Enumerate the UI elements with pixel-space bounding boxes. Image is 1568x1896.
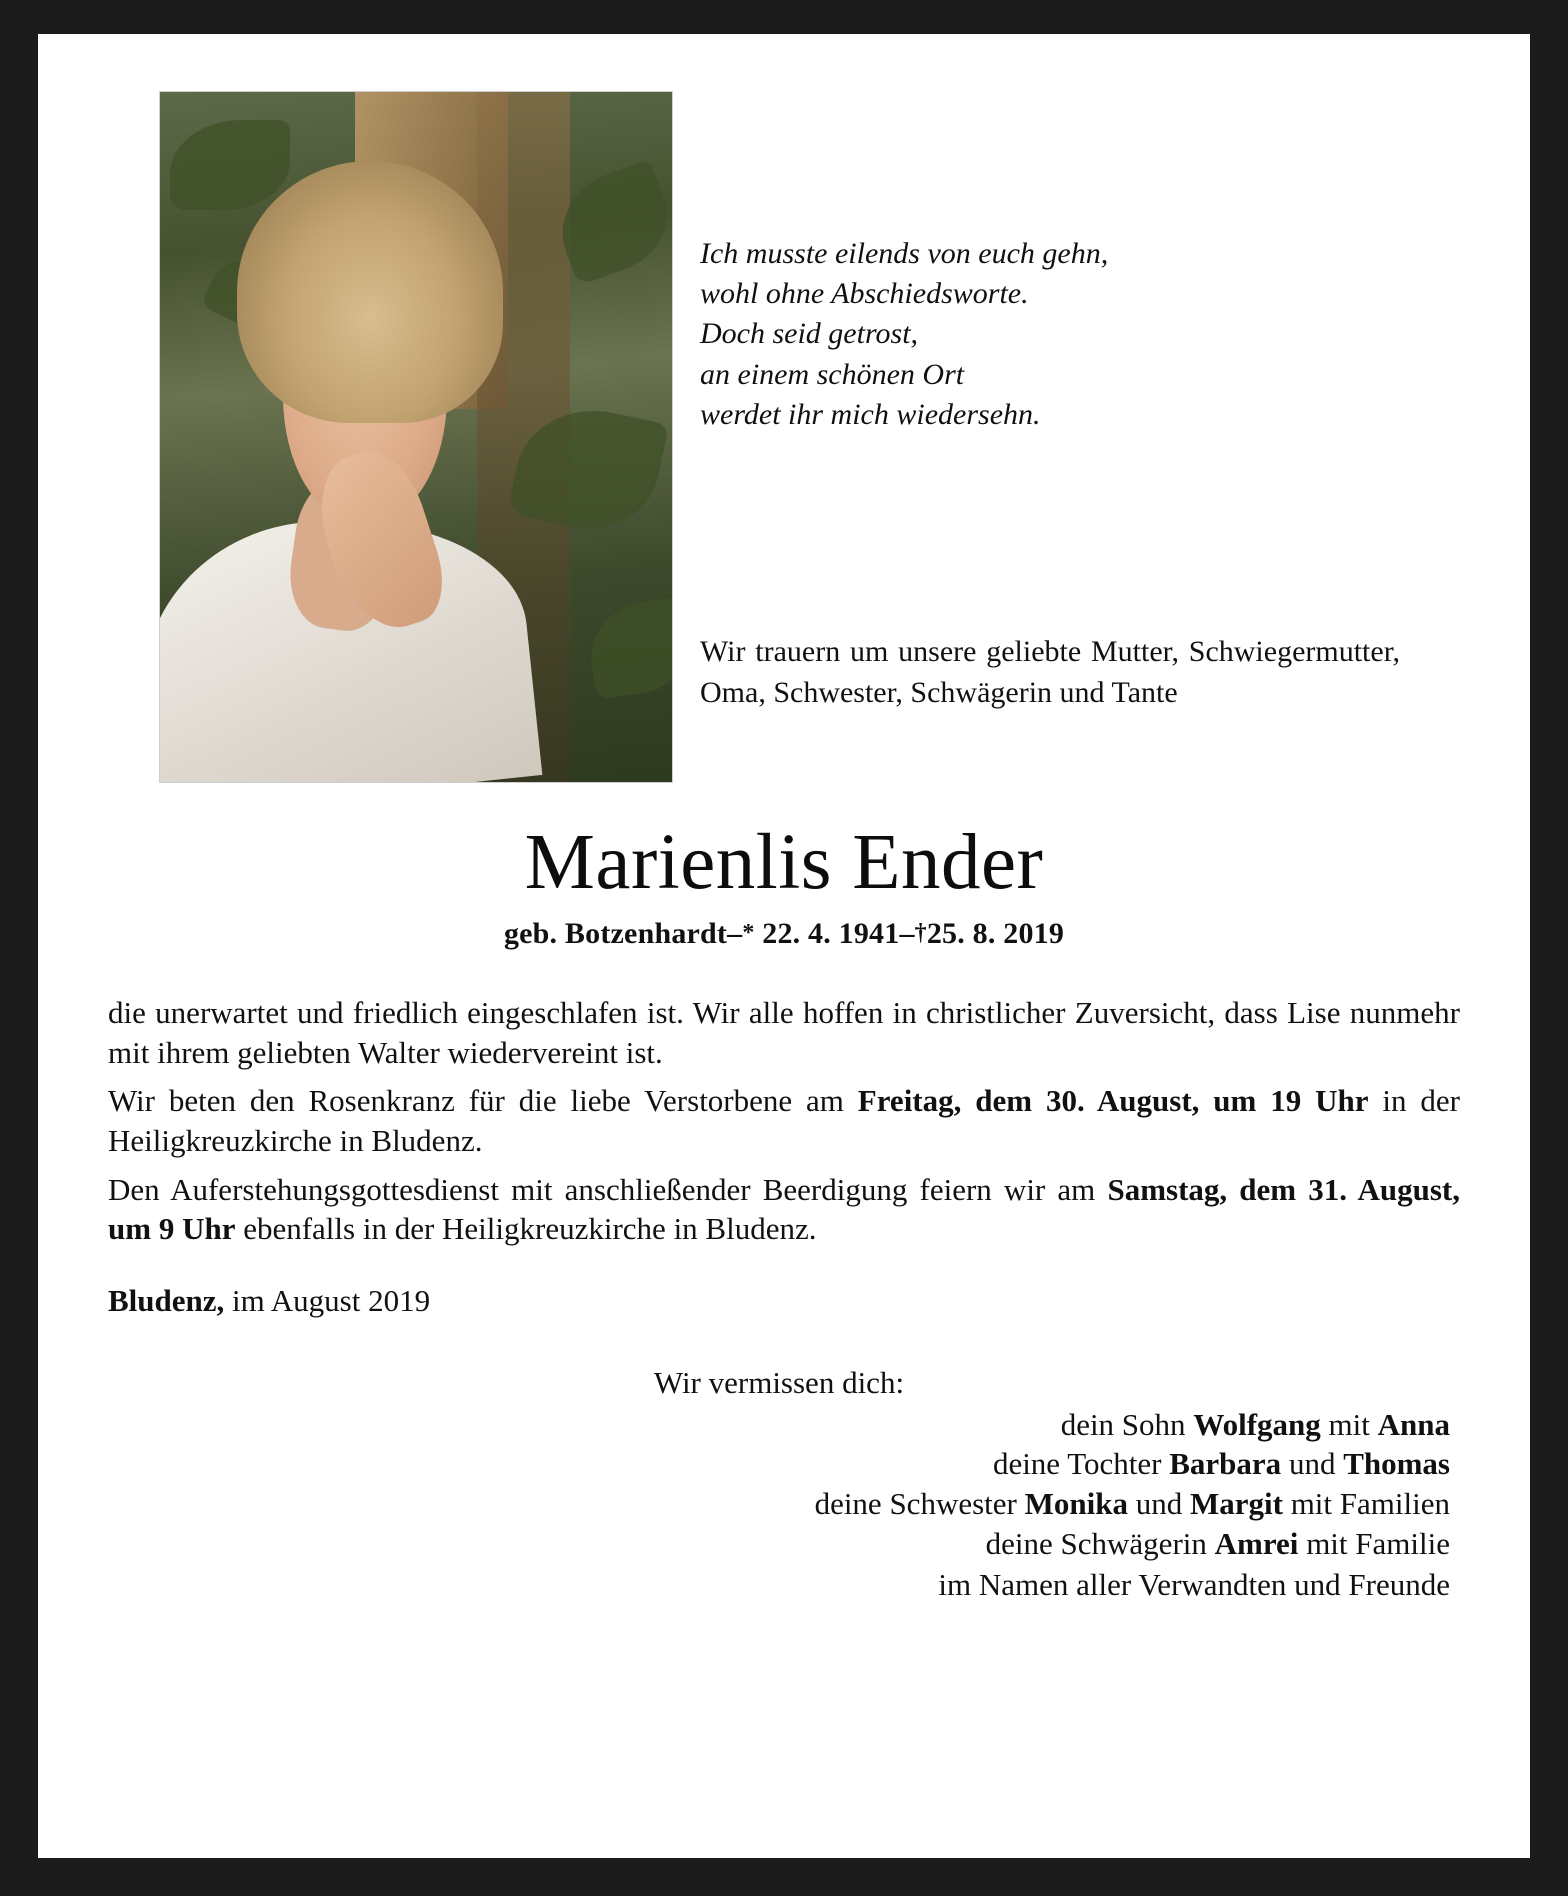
- survivor-name: Wolfgang: [1193, 1406, 1321, 1442]
- paragraph-3-post: ebenfalls in der Heiligkreuzkirche in Bludenz.: [235, 1211, 817, 1247]
- top-section: [108, 92, 1460, 782]
- body-text: [108, 993, 1460, 1249]
- name-block: [108, 819, 1460, 951]
- body-paragraph-1: die unerwartet und friedlich eingeschlafen ist. Wir alle hoffen in christlicher Zuversicht, dass Lise nunmehr mit ihrem geliebten Walter wiedervereint ist.: [108, 994, 1460, 1070]
- survivors-heading: Wir vermissen dich:: [653, 1364, 905, 1400]
- survivor-suffix: mit Familie: [1298, 1525, 1450, 1561]
- verse-line: wohl ohne Abschiedsworte.: [700, 277, 1029, 311]
- survivor-name: Thomas: [1343, 1446, 1450, 1482]
- birth-death-line: [108, 917, 1460, 951]
- foliage-icon: [170, 120, 290, 210]
- death-date: 25. 8. 2019: [926, 916, 1065, 950]
- survivor-name: Amrei: [1214, 1525, 1299, 1561]
- survivor-row: [108, 1484, 1450, 1524]
- rosary-datetime: Freitag, dem 30. August, um 19 Uhr: [857, 1083, 1369, 1119]
- photo-hair: [237, 161, 503, 423]
- survivor-middle: und: [1127, 1485, 1190, 1521]
- verse-line: an einem schönen Ort: [700, 357, 965, 391]
- deceased-name: Marienlis Ender: [524, 819, 1044, 906]
- survivor-name: Margit: [1189, 1485, 1283, 1521]
- dash-separator: –: [899, 916, 915, 950]
- survivors-block: [108, 1363, 1460, 1605]
- survivor-prefix: deine Schwägerin: [985, 1525, 1215, 1561]
- death-cross-icon: †: [914, 919, 927, 946]
- city-name: Bludenz,: [108, 1282, 225, 1318]
- memorial-verse: [700, 234, 1460, 435]
- verse-line: werdet ihr mich wiedersehn.: [700, 397, 1041, 431]
- survivors-closing: im Namen aller Verwandten und Freunde: [938, 1567, 1450, 1603]
- survivor-name: Barbara: [1169, 1446, 1282, 1482]
- verse-column: [620, 92, 1460, 714]
- foliage-icon: [584, 596, 672, 699]
- survivor-name: Anna: [1377, 1406, 1450, 1442]
- survivor-middle: und: [1281, 1446, 1344, 1482]
- mourning-intro-text: Wir trauern um unsere geliebte Mutter, Schwiegermutter, Oma, Schwester, Schwägerin und Tante: [700, 634, 1400, 710]
- birth-date: 22. 4. 1941: [762, 916, 900, 950]
- survivor-prefix: deine Schwester: [814, 1485, 1025, 1521]
- birth-star-icon: *: [742, 919, 755, 946]
- survivor-name: Monika: [1024, 1485, 1128, 1521]
- publication-date: im August 2019: [224, 1282, 431, 1318]
- body-paragraph-2: [108, 1081, 1460, 1160]
- portrait-container: [108, 92, 620, 782]
- verse-line: Doch seid getrost,: [700, 317, 919, 351]
- portrait-photo: [160, 92, 672, 782]
- survivor-middle: mit: [1320, 1406, 1378, 1442]
- paragraph-2-pre: Wir beten den Rosenkranz für die liebe Verstorbene am: [108, 1083, 858, 1119]
- maiden-name: geb. Botzenhardt: [503, 916, 728, 950]
- service-datetime: Samstag, dem 31. August, um 9 Uhr: [108, 1171, 1460, 1247]
- survivor-row: [108, 1405, 1450, 1445]
- verse-line: Ich musste eilends von euch gehn,: [700, 237, 1109, 270]
- paragraph-3-pre: Den Auferstehungsgottesdienst mit anschließender Beerdigung feiern wir am: [108, 1171, 1108, 1207]
- place-and-date-line: [108, 1283, 1460, 1319]
- survivor-row: [108, 1444, 1450, 1484]
- body-paragraph-3: [108, 1170, 1460, 1249]
- obituary-card: [38, 34, 1530, 1858]
- survivor-row: [108, 1524, 1450, 1564]
- survivor-prefix: deine Tochter: [992, 1446, 1170, 1482]
- dash-separator: –: [727, 916, 743, 950]
- survivor-suffix: mit Familien: [1282, 1485, 1450, 1521]
- survivor-prefix: dein Sohn: [1060, 1406, 1194, 1442]
- paragraph-2-post: in der Heiligkreuzkirche in Bludenz.: [108, 1083, 1460, 1158]
